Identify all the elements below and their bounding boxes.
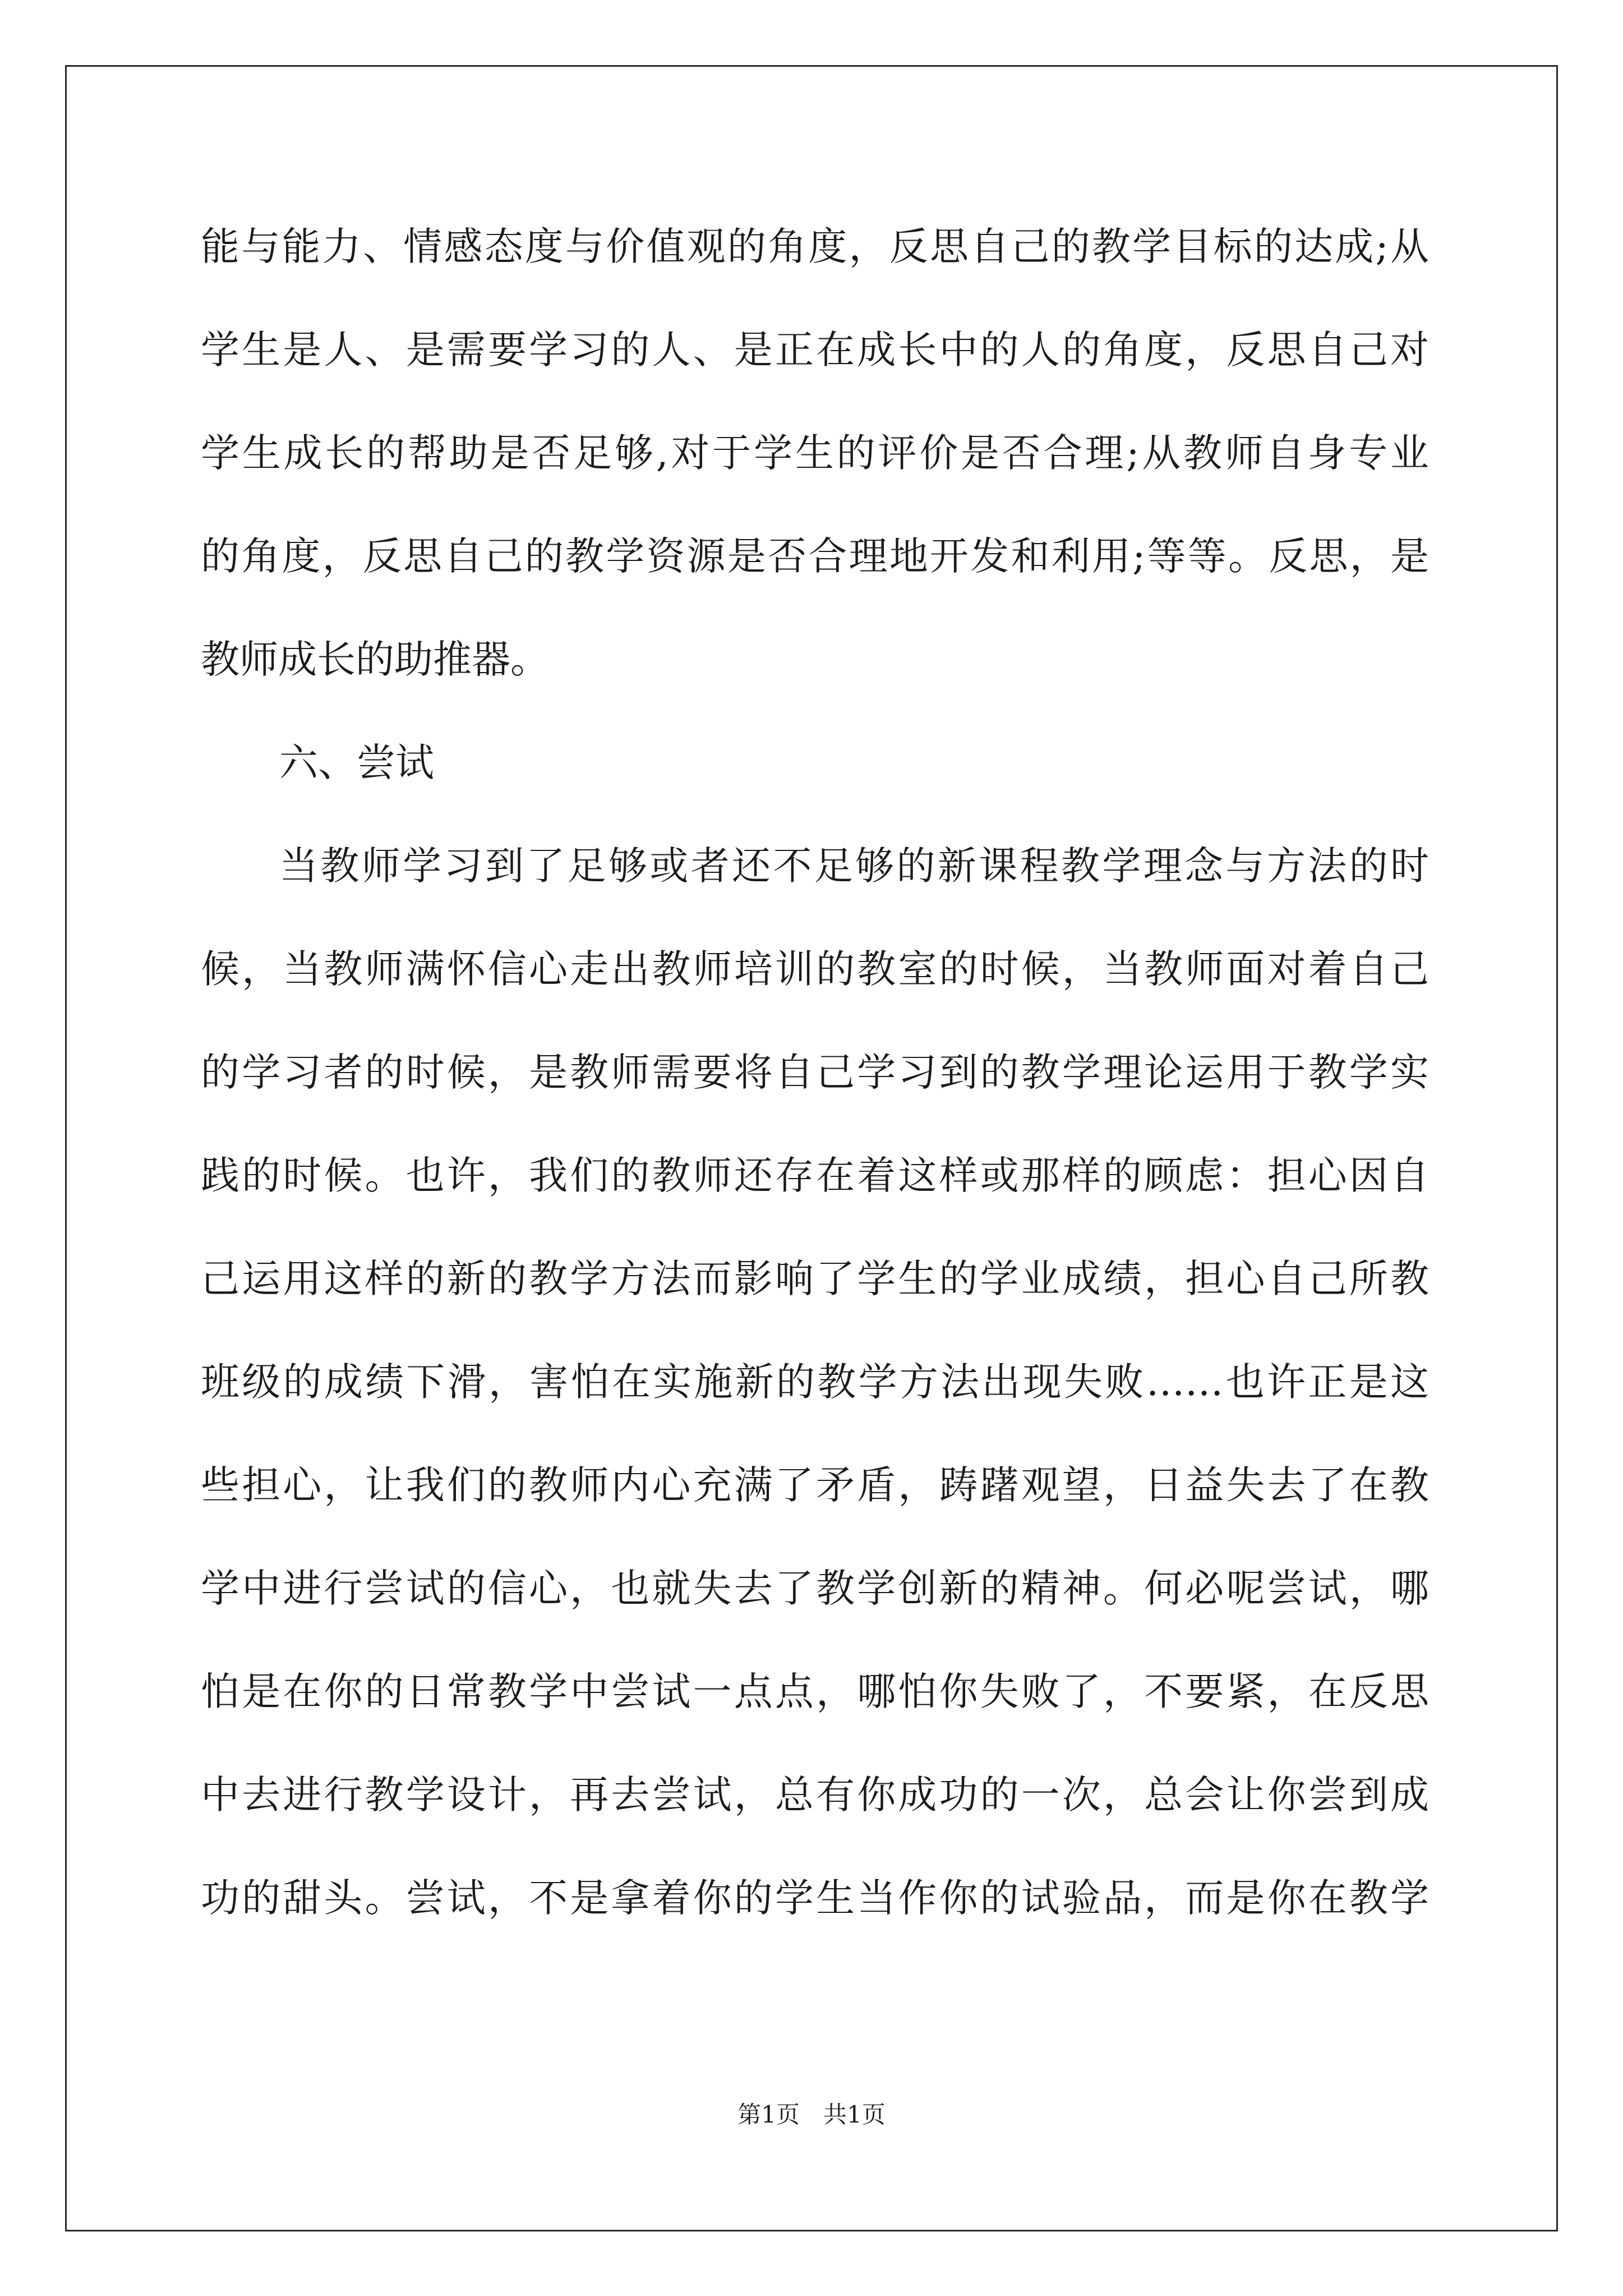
text-line: 中去进行教学设计，再去尝试，总有你成功的一次，总会让你尝到成: [201, 1773, 1429, 1818]
text-line: 候，当教师满怀信心走出教师培训的教室的时候，当教师面对着自己: [201, 947, 1429, 992]
text-line: 怕是在你的日常教学中尝试一点点，哪怕你失败了，不要紧，在反思: [201, 1669, 1429, 1714]
page-footer: 第1页 共1页: [737, 2101, 886, 2128]
text-line: 学生成长的帮助是否足够,对于学生的评价是否合理;从教师自身专业: [201, 431, 1429, 476]
text-line: 的学习者的时候，是教师需要将自己学习到的教学理论运用于教学实: [201, 1050, 1429, 1095]
text-line: 学中进行尝试的信心，也就失去了教学创新的精神。何必呢尝试，哪: [201, 1566, 1429, 1611]
text-line: 能与能力、情感态度与价值观的角度，反思自己的教学目标的达成;从: [201, 224, 1429, 269]
text-line: 当教师学习到了足够或者还不足够的新课程教学理念与方法的时: [279, 844, 1429, 889]
section-heading: 六、尝试: [279, 740, 434, 785]
text-line: 己运用这样的新的教学方法而影响了学生的学业成绩，担心自己所教: [201, 1257, 1429, 1301]
text-line: 班级的成绩下滑，害怕在实施新的教学方法出现失败……也许正是这: [201, 1360, 1429, 1405]
text-line: 学生是人、是需要学习的人、是正在成长中的人的角度，反思自己对: [201, 328, 1429, 372]
text-line: 功的甜头。尝试，不是拿着你的学生当作你的试验品，而是你在教学: [201, 1876, 1429, 1921]
text-line: 的角度，反思自己的教学资源是否合理地开发和利用;等等。反思，是: [201, 534, 1429, 579]
text-line: 践的时候。也许，我们的教师还存在着这样或那样的顾虑：担心因自: [201, 1153, 1429, 1198]
text-line: 教师成长的助推器。: [201, 637, 549, 682]
text-line: 些担心，让我们的教师内心充满了矛盾，踌躇观望，日益失去了在教: [201, 1463, 1429, 1508]
